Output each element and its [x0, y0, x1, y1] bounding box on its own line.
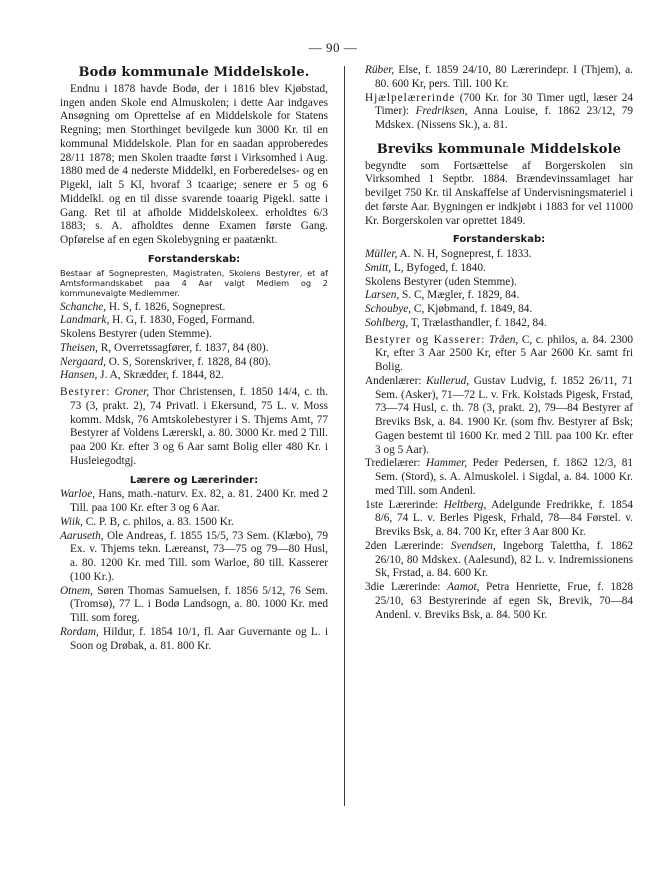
list-item: Larsen, S. C, Mægler, f. 1829, 84.	[365, 289, 520, 302]
bodo-board-note: Bestaar af Sognepresten, Magistraten, Skolens Bestyrer, et af Amtsformandskabet paa 4 Aar valgt Medlem og 2 kommunevalgte Medlemmer.	[60, 267, 328, 298]
list-item: 1ste Lærerinde: Heltberg, Adelgunde Fredrikke, f. 1854 8/6, 74 L. v. Berles Pigesk, Frhald, 78—84 Førstel. v. Breviks Bsk, a. 84. 700 Kr, efter 3 Aar 800 Kr.	[365, 498, 633, 538]
bodo-teachers-list	[60, 488, 328, 653]
page-number: — 90 —	[308, 40, 358, 55]
bodo-intro: Endnu i 1878 havde Bodø, der i 1816 blev Kjøbstad, ingen anden Skole end Almuskolen; i dette Aar indgaves Ansøgning om Oprettelse af en Middelskole for Statens Regning; men Storthinget bevilgede kun 3000 Kr. til en kommunal Middelskole. Plan for en saadan approberedes 28/11 1878; men Skolen traadte først i Virksomhed i Aug. 1880 med de 4 nederste Middelkl, en Forberedelses- og en Pigekl, ialt 5 Kl, hvoraf 3 tcaarige; senere er 5 og 6 Middelkl. og en til disse svarende toaarig Pigekl. satte i Gang. Ret til at afholde Middelskoleex. erholdtes 6/3 1883; s. A. afholdtes denne Examen første Gang. Opførelse af en egen Skolebygning er paatænkt.	[60, 82, 328, 246]
brevik-intro: begyndte som Fortsættelse af Borgerskolen sin Virksomhed 1 Septbr. 1884. Brændevinssamlaget har bevilget 750 Kr. til Anskaffelse af Undervisningsmateriel i det første Aar. Bygningen er indkjøbt i 1883 for vel 11000 Kr. Borgerskolen var oprettet 1849.	[365, 159, 633, 227]
left-column	[60, 64, 328, 653]
list-item: Andenlærer: Kullerud, Gustav Ludvig, f. 1852 26/11, 71 Sem. (Asker), 71—72 L. v. Frk. Kolstads Pigesk, Frstad, 73—74 Husl, c. th. 78 (3, prakt. 2), 79—84 Bestyrer af Breviks Bsk, a. 84. 1900 Kr. (som fhv. Bestyrer af Bsk; Gagen bestemt til 1600 Kr. med 2 Till. paa 100 Kr. efter 3 og 5 Aar).	[365, 374, 633, 456]
list-item: Rüber, Else, f. 1859 24/10, 80 Lærerindepr. I (Thjem), a. 80. 600 Kr, pers. Till. 100 Kr.	[365, 64, 633, 90]
list-item: Bestyrer og Kasserer: Tråen, C, c. philos, a. 84. 2300 Kr, efter 3 Aar 2500 Kr, efter 5 Aar 2600 Kr. samt fri Bolig.	[365, 333, 634, 373]
list-item: Wiik, C. P. B, c. philos, a. 83. 1500 Kr.	[60, 515, 234, 528]
list-item: Rordam, Hildur, f. 1854 10/1, fl. Aar Guvernante og L. i Soon og Drøbak, a. 81. 800 Kr.	[60, 625, 328, 652]
list-item: Schanche, H. S, f. 1826, Sogneprest.	[60, 300, 226, 313]
list-item: 2den Lærerinde: Svendsen, Ingeborg Talettha, f. 1862 26/10, 80 Mdskex. (Aalesund), 82 L. v. Indremissionens Sk, Frstad, a. 84. 600 Kr.	[365, 539, 633, 580]
column-divider	[344, 66, 345, 806]
brevik-staff-list	[365, 334, 633, 623]
bodo-board-list	[60, 301, 328, 384]
bodo-helper: Hjælpelærerinde (700 Kr. for 30 Timer ugtl, læser 24 Timer): Fredriksen, Anna Louise, f. 1862 23/12, 79 Mdskex. (Nissens Sk.), a. 81.	[365, 91, 633, 131]
list-item: Nergaard, O. S, Sorenskriver, f. 1828, 84 (80).	[60, 355, 271, 368]
list-item: 3die Lærerinde: Aamot, Petra Henriette, Frue, f. 1828 25/10, 63 Bestyrerinde af egen Sk, Brevik, 70—84 Andenl. v. Breviks Bsk, a. 84. 500 Kr.	[365, 581, 634, 621]
list-item: Tredielærer: Hammer, Peder Pedersen, f. 1862 12/3, 81 Sem. (Stord), s. A. Almuskolel. i Sigdal, a. 84. 1000 Kr. med Till. som Andenl.	[365, 457, 634, 497]
list-item: Skolens Bestyrer (uden Stemme).	[365, 275, 517, 288]
list-item: Otnem, Søren Thomas Samuelsen, f. 1856 5/12, 76 Sem. (Tromsø), 77 L. i Bodø Landsogn, a. 80. 1000 Kr. med Till. som foreg.	[60, 584, 328, 624]
bodo-teachers-continued	[365, 64, 633, 133]
list-item: Müller, A. N. H, Sogneprest, f. 1833.	[365, 248, 532, 260]
bodo-board-heading: Forstanderskab:	[147, 253, 241, 265]
list-item: Schoubye, C, Kjøbmand, f. 1849, 84.	[365, 303, 533, 315]
brevik-title: Breviks kommunale Middelskole	[376, 141, 622, 157]
list-item: Smitt, L, Byfoged, f. 1840.	[365, 261, 486, 274]
right-column	[365, 64, 633, 622]
bodo-teachers-heading: Lærere og Lærerinder:	[129, 474, 259, 486]
list-item: Landmark, H. G, f. 1830, Foged, Formand.	[60, 314, 255, 327]
list-item: Warloe, Hans, math.-naturv. Ex. 82, a. 81. 2400 Kr. med 2 Till. paa 100 Kr. efter 3 og 6 Aar.	[60, 488, 328, 514]
bodo-title: Bodø kommunale Middelskole.	[78, 65, 310, 80]
list-item: Hansen, J. A, Skrædder, f. 1844, 82.	[60, 369, 224, 382]
brevik-board-list	[365, 248, 633, 331]
brevik-board-heading: Forstanderskab:	[452, 234, 546, 246]
list-item: Theisen, R, Overretssagfører, f. 1837, 84 (80).	[60, 341, 269, 354]
list-item: Aaruseth, Ole Andreas, f. 1855 15/5, 73 Sem. (Klæbo), 79 Ex. v. Thjems tekn. Læreanst, 73—75 og 79—80 Husl, a. 80. 1200 Kr. med Till. som Warloe, 80 till. Kasserer (100 Kr.).	[60, 529, 328, 583]
list-item: Sohlberg, T, Trælasthandler, f. 1842, 84.	[365, 316, 547, 329]
list-item: Skolens Bestyrer (uden Stemme).	[60, 328, 212, 340]
bodo-director: Bestyrer: Groner, Thor Christensen, f. 1850 14/4, c. th. 73 (3, prakt. 2), 74 Privatl. i Ekersund, 75 L. v. Moss komm. Mdsk, 76 Amtskolebestyrer i S. Thjems Amt, 77 Bestyrer af Voldens Lærerskl, a. 80. 3000 Kr. med 2 Till. paa 200 Kr. efter 3 og 6 Aar samt Bolig eller 480 Kr. i Husleiegodtgj.	[60, 386, 328, 467]
